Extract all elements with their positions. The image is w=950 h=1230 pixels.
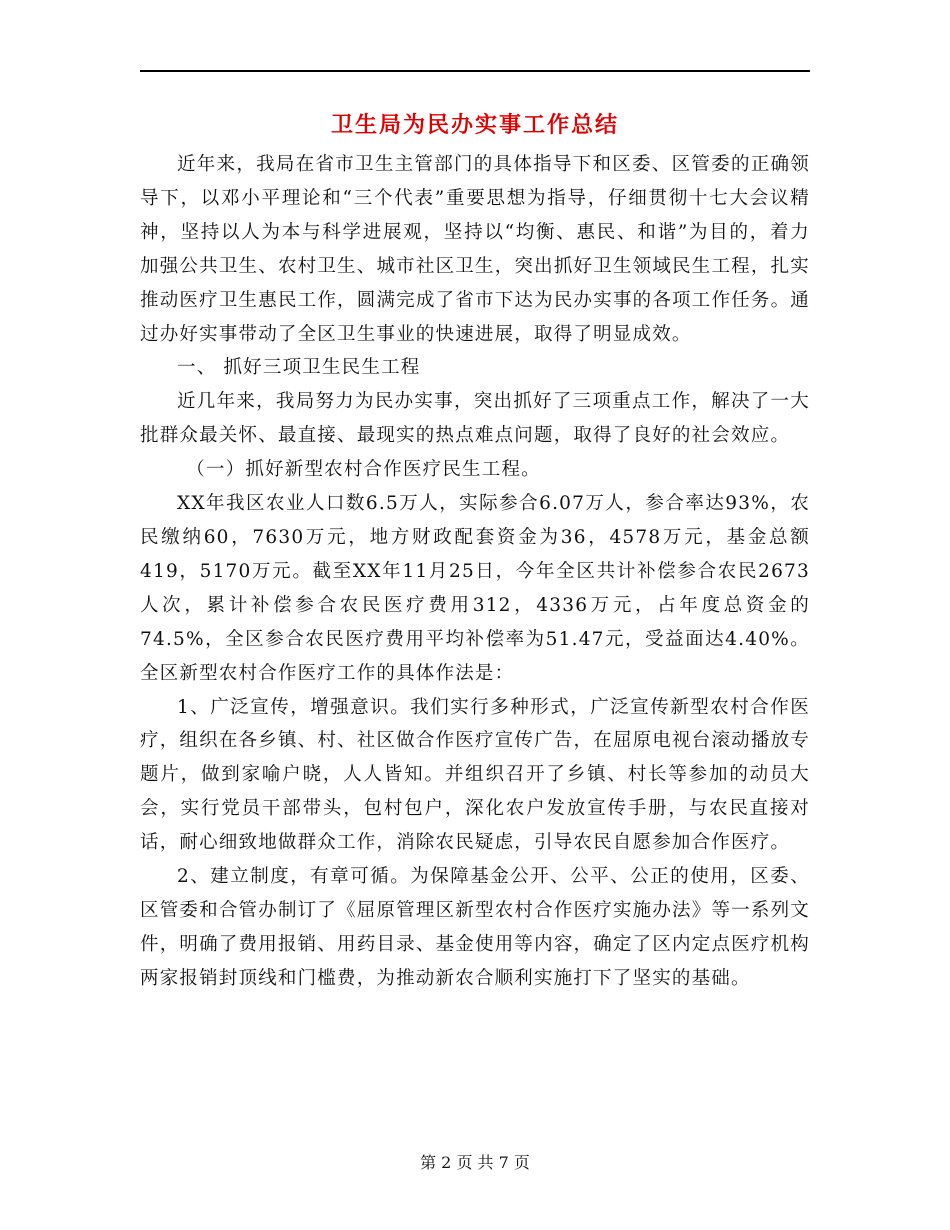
measure-paragraph-2: 2、建立制度，有章可循。为保障基金公开、公平、公正的使用，区委、区管委和合管办制订了《屈原管理区新型农村合作医疗实施办法》等一系列文件，明确了费用报销、用药目录、基金使用等内容，确定了区内定点医疗机构两家报销封顶线和门槛费，为推动新农合顺利实施打下了坚实的基础。: [140, 866, 810, 989]
page-number-footer: 第 2 页 共 7 页: [420, 1153, 530, 1172]
subsection-heading: （一）抓好新型农村合作医疗民生工程。: [186, 459, 541, 481]
section-intro-paragraph: 近几年来，我局努力为民办实事，突出抓好了三项重点工作，解决了一大批群众最关怀、最直接、最现实的热点难点问题，取得了良好的社会效应。: [140, 391, 810, 447]
measure-paragraph-1: 1、广泛宣传，增强意识。我们实行多种形式，广泛宣传新型农村合作医疗，组织在各乡镇、村、社区做合作医疗宣传广告，在屈原电视台滚动播放专题片，做到家喻户晓，人人皆知。并组织召开了乡镇、村长等参加的动员大会，实行党员干部带头，包村包户，深化农户发放宣传手册，与农民直接对话，耐心细致地做群众工作，消除农民疑虑，引导农民自愿参加合作医疗。: [140, 696, 810, 854]
document-title: 卫生局为民办实事工作总结: [330, 112, 619, 138]
section-heading: 一、 抓好三项卫生民生工程: [177, 357, 421, 379]
document-body: [140, 148, 810, 996]
header-rule: [140, 70, 810, 72]
intro-paragraph: 近年来，我局在省市卫生主管部门的具体指导下和区委、区管委的正确领导下，以邓小平理论和“三个代表”重要思想为指导，仔细贯彻十七大会议精神，坚持以人为本与科学进展观，坚持以“均衡、惠民、和谐”为目的，着力加强公共卫生、农村卫生、城市社区卫生，突出抓好卫生领域民生工程，扎实推动医疗卫生惠民工作，圆满完成了省市下达为民办实事的各项工作任务。通过办好实事带动了全区卫生事业的快速进展，取得了明显成效。: [140, 154, 810, 345]
statistics-paragraph: XX年我区农业人口数6.5万人，实际参合6.07万人，参合率达93%，农民缴纳60，7630万元，地方财政配套资金为36，4578万元，基金总额419，5170万元。截至XX年11月25日，今年全区共计补偿参合农民2673人次，累计补偿参合农民医疗费用312，4336万元，占年度总资金的74.5%，全区参合农民医疗费用平均补偿率为51.47元，受益面达4.40%。全区新型农村合作医疗工作的具体作法是：: [140, 493, 810, 684]
